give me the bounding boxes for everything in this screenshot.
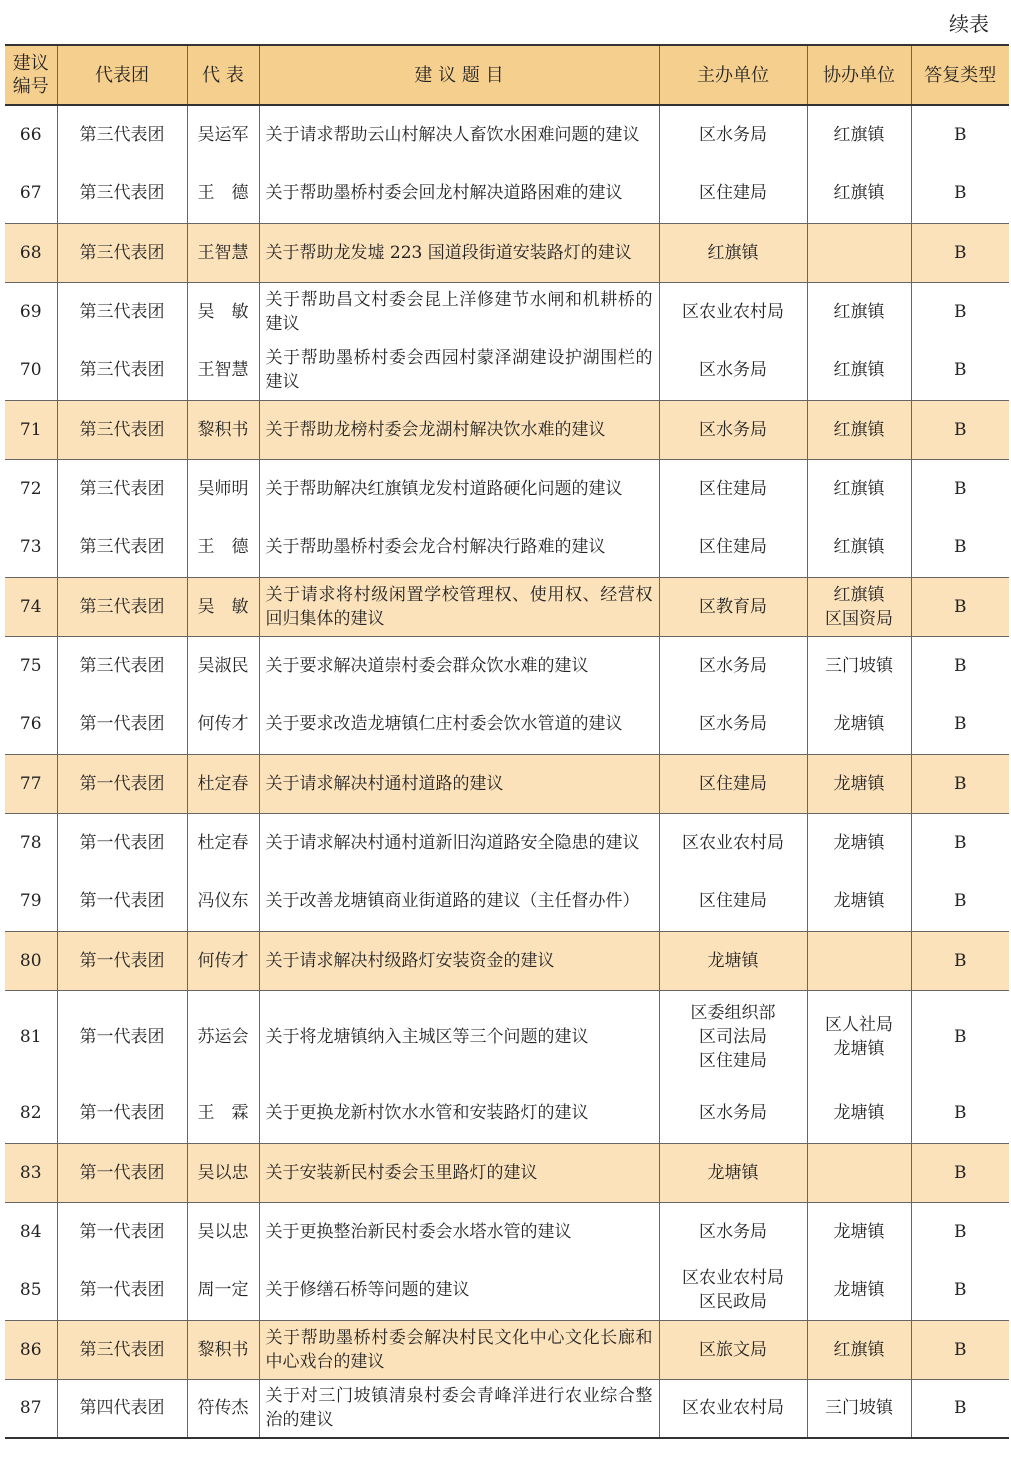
- reply-type: B: [911, 1261, 1009, 1320]
- suggestions-table: [5, 44, 1009, 1439]
- deputy-name: 王智慧: [187, 223, 259, 282]
- co-unit: 三门坡镇: [807, 1379, 911, 1438]
- deputy-name: 何传才: [187, 931, 259, 990]
- deputy-name: 周一定: [187, 1261, 259, 1320]
- table-row: [5, 1320, 1009, 1379]
- reply-type: B: [911, 1143, 1009, 1202]
- row-number: 74: [5, 577, 57, 636]
- co-unit: 红旗镇 区国资局: [807, 577, 911, 636]
- deputy-name: 吴以忠: [187, 1143, 259, 1202]
- deputy-name: 苏运会: [187, 990, 259, 1084]
- row-number: 75: [19, 655, 42, 676]
- table-row: [5, 1084, 1009, 1143]
- table-row: [5, 400, 1009, 459]
- table-row: [5, 1202, 1009, 1261]
- reply-type: B: [911, 1320, 1009, 1379]
- suggestion-title: 关于帮助墨桥村委会龙合村解决行路难的建议: [259, 518, 659, 577]
- table-row: [5, 223, 1009, 282]
- delegation-name: 第三代表团: [57, 223, 187, 282]
- co-unit: [807, 223, 911, 282]
- row-number: 66: [19, 125, 42, 145]
- co-unit: 红旗镇: [807, 164, 911, 223]
- table-row: [5, 754, 1009, 813]
- suggestion-title: 关于改善龙塘镇商业街道路的建议（主任督办件）: [259, 872, 659, 931]
- col-title-header: 建 议 题 目: [259, 45, 659, 105]
- host-unit: 区水务局: [659, 1202, 807, 1261]
- delegation-name: 第一代表团: [57, 813, 187, 872]
- deputy-name: 王 霖: [187, 1084, 259, 1143]
- row-number: 70: [5, 341, 57, 400]
- table-row: [5, 931, 1009, 990]
- reply-type: B: [911, 931, 1009, 990]
- host-unit: 区住建局: [659, 754, 807, 813]
- deputy-name: 吴 敏: [187, 282, 259, 341]
- suggestion-title: 关于请求将村级闲置学校管理权、使用权、经营权回归集体的建议: [259, 577, 659, 636]
- table-row: [5, 636, 1009, 695]
- row-number: 84: [19, 1221, 42, 1242]
- row-number: 83: [5, 1143, 57, 1202]
- reply-type: B: [911, 518, 1009, 577]
- row-number: 87: [5, 1379, 57, 1438]
- deputy-name: 王 德: [187, 518, 259, 577]
- delegation-name: 第一代表团: [57, 872, 187, 931]
- host-unit: 区住建局: [659, 164, 807, 223]
- suggestion-title: 关于请求解决村级路灯安装资金的建议: [259, 931, 659, 990]
- suggestion-title: 关于将龙塘镇纳入主城区等三个问题的建议: [259, 990, 659, 1084]
- reply-type: B: [911, 577, 1009, 636]
- reply-type: B: [911, 1202, 1009, 1261]
- suggestion-title: 关于请求解决村通村道路的建议: [259, 754, 659, 813]
- suggestion-title: 关于帮助解决红旗镇龙发村道路硬化问题的建议: [259, 459, 659, 518]
- row-number: 86: [5, 1320, 57, 1379]
- table-row: [5, 282, 1009, 341]
- table-row: [5, 459, 1009, 518]
- co-unit: 龙塘镇: [807, 1202, 911, 1261]
- row-number: 79: [5, 872, 57, 931]
- reply-type: B: [911, 459, 1009, 518]
- co-unit: 区人社局 龙塘镇: [807, 990, 911, 1084]
- host-unit: 区水务局: [659, 341, 807, 400]
- delegation-name: 第三代表团: [57, 400, 187, 459]
- delegation-name: 第三代表团: [57, 341, 187, 400]
- co-unit: 红旗镇: [807, 341, 911, 400]
- table-row: [5, 577, 1009, 636]
- suggestion-title: 关于帮助龙榜村委会龙湖村解决饮水难的建议: [259, 400, 659, 459]
- deputy-name: 杜定春: [187, 754, 259, 813]
- co-unit: 红旗镇: [807, 400, 911, 459]
- table-row: [5, 164, 1009, 223]
- host-unit: 区水务局: [659, 636, 807, 695]
- delegation-name: 第四代表团: [57, 1379, 187, 1438]
- host-unit: 区农业农村局 区民政局: [659, 1261, 807, 1320]
- reply-type: B: [911, 282, 1009, 341]
- delegation-name: 第一代表团: [57, 1261, 187, 1320]
- co-unit: 龙塘镇: [807, 872, 911, 931]
- delegation-name: 第三代表团: [57, 518, 187, 577]
- co-unit: 龙塘镇: [807, 695, 911, 754]
- delegation-name: 第一代表团: [57, 990, 187, 1084]
- deputy-name: 黎积书: [187, 400, 259, 459]
- reply-type: B: [911, 990, 1009, 1084]
- row-number: 73: [5, 518, 57, 577]
- host-unit: 区水务局: [659, 105, 807, 164]
- host-unit: 区农业农村局: [659, 1379, 807, 1438]
- host-unit: 区旅文局: [659, 1320, 807, 1379]
- host-unit: 区农业农村局: [659, 813, 807, 872]
- deputy-name: 吴淑民: [187, 636, 259, 695]
- suggestion-title: 关于请求帮助云山村解决人畜饮水困难问题的建议: [259, 105, 659, 164]
- host-unit: 区水务局: [659, 695, 807, 754]
- suggestion-title: 关于帮助龙发墟 223 国道段街道安装路灯的建议: [259, 223, 659, 282]
- row-number: 80: [5, 931, 57, 990]
- host-unit: 红旗镇: [659, 223, 807, 282]
- suggestion-title: 关于帮助墨桥村委会回龙村解决道路困难的建议: [259, 164, 659, 223]
- row-number: 69: [19, 301, 42, 322]
- delegation-name: 第三代表团: [57, 1320, 187, 1379]
- col-reply-type-header: 答复类型: [911, 45, 1009, 105]
- delegation-name: 第三代表团: [57, 459, 187, 518]
- table-row: [5, 1261, 1009, 1320]
- row-number: 68: [5, 223, 57, 282]
- deputy-name: 吴以忠: [187, 1202, 259, 1261]
- delegation-name: 第一代表团: [57, 695, 187, 754]
- col-host-unit-header: 主办单位: [659, 45, 807, 105]
- table-row: [5, 1379, 1009, 1438]
- row-number: 78: [19, 832, 42, 853]
- host-unit: 区委组织部 区司法局 区住建局: [659, 990, 807, 1084]
- host-unit: 区教育局: [659, 577, 807, 636]
- row-number: 72: [19, 478, 42, 499]
- reply-type: B: [911, 695, 1009, 754]
- reply-type: B: [911, 636, 1009, 695]
- table-row: [5, 518, 1009, 577]
- deputy-name: 王智慧: [187, 341, 259, 400]
- co-unit: 龙塘镇: [807, 1084, 911, 1143]
- co-unit: 红旗镇: [807, 459, 911, 518]
- reply-type: B: [911, 223, 1009, 282]
- delegation-name: 第一代表团: [57, 754, 187, 813]
- suggestion-title: 关于请求解决村通村道新旧沟道路安全隐患的建议: [259, 813, 659, 872]
- table-body: [5, 105, 1009, 1438]
- reply-type: B: [911, 1379, 1009, 1438]
- suggestion-title: 关于修缮石桥等问题的建议: [259, 1261, 659, 1320]
- row-number: 81: [19, 1027, 42, 1048]
- table-row: [5, 695, 1009, 754]
- reply-type: B: [911, 872, 1009, 931]
- host-unit: 龙塘镇: [659, 1143, 807, 1202]
- host-unit: 龙塘镇: [659, 931, 807, 990]
- col-co-unit-header: 协办单位: [807, 45, 911, 105]
- deputy-name: 何传才: [187, 695, 259, 754]
- suggestion-title: 关于帮助墨桥村委会西园村蒙泽湖建设护湖围栏的建议: [259, 341, 659, 400]
- suggestion-title: 关于要求解决道崇村委会群众饮水难的建议: [259, 636, 659, 695]
- suggestion-title: 关于对三门坡镇清泉村委会青峰洋进行农业综合整治的建议: [259, 1379, 659, 1438]
- row-number: 76: [5, 695, 57, 754]
- row-number: 82: [5, 1084, 57, 1143]
- host-unit: 区住建局: [659, 459, 807, 518]
- co-unit: 三门坡镇: [807, 636, 911, 695]
- reply-type: B: [911, 754, 1009, 813]
- deputy-name: 冯仪东: [187, 872, 259, 931]
- suggestion-title: 关于更换整治新民村委会水塔水管的建议: [259, 1202, 659, 1261]
- continued-label: 续表: [949, 12, 989, 36]
- co-unit: 红旗镇: [807, 105, 911, 164]
- col-delegation-header: 代表团: [57, 45, 187, 105]
- suggestion-title: 关于要求改造龙塘镇仁庄村委会饮水管道的建议: [259, 695, 659, 754]
- row-number: 71: [5, 400, 57, 459]
- suggestion-title: 关于更换龙新村饮水水管和安装路灯的建议: [259, 1084, 659, 1143]
- suggestion-title: 关于帮助昌文村委会昆上洋修建节水闸和机耕桥的建议: [259, 282, 659, 341]
- delegation-name: 第一代表团: [57, 931, 187, 990]
- host-unit: 区水务局: [659, 1084, 807, 1143]
- col-deputy-header: 代 表: [187, 45, 259, 105]
- suggestion-title: 关于帮助墨桥村委会解决村民文化中心文化长廊和中心戏台的建议: [259, 1320, 659, 1379]
- reply-type: B: [911, 400, 1009, 459]
- co-unit: [807, 1143, 911, 1202]
- row-number: 85: [5, 1261, 57, 1320]
- co-unit: 龙塘镇: [807, 1261, 911, 1320]
- reply-type: B: [911, 813, 1009, 872]
- co-unit: 红旗镇: [807, 518, 911, 577]
- suggestion-title: 关于安装新民村委会玉里路灯的建议: [259, 1143, 659, 1202]
- reply-type: B: [911, 164, 1009, 223]
- co-unit: 龙塘镇: [807, 754, 911, 813]
- delegation-name: 第三代表团: [57, 282, 187, 341]
- host-unit: 区住建局: [659, 872, 807, 931]
- host-unit: 区农业农村局: [659, 282, 807, 341]
- delegation-name: 第三代表团: [57, 164, 187, 223]
- co-unit: 红旗镇: [807, 1320, 911, 1379]
- reply-type: B: [911, 105, 1009, 164]
- co-unit: 红旗镇: [807, 282, 911, 341]
- row-number: 67: [5, 164, 57, 223]
- co-unit: [807, 931, 911, 990]
- deputy-name: 吴师明: [187, 459, 259, 518]
- table-row: [5, 105, 1009, 164]
- delegation-name: 第一代表团: [57, 1084, 187, 1143]
- host-unit: 区住建局: [659, 518, 807, 577]
- delegation-name: 第三代表团: [57, 105, 187, 164]
- table-row: [5, 1143, 1009, 1202]
- deputy-name: 符传杰: [187, 1379, 259, 1438]
- row-number: 77: [5, 754, 57, 813]
- table-row: [5, 813, 1009, 872]
- col-number-header: 建议 编号: [5, 45, 57, 105]
- reply-type: B: [911, 1084, 1009, 1143]
- table-row: [5, 341, 1009, 400]
- deputy-name: 黎积书: [187, 1320, 259, 1379]
- deputy-name: 王 德: [187, 164, 259, 223]
- deputy-name: 杜定春: [187, 813, 259, 872]
- delegation-name: 第一代表团: [57, 1143, 187, 1202]
- delegation-name: 第三代表团: [57, 577, 187, 636]
- delegation-name: 第三代表团: [57, 636, 187, 695]
- table-row: [5, 872, 1009, 931]
- reply-type: B: [911, 341, 1009, 400]
- deputy-name: 吴 敏: [187, 577, 259, 636]
- delegation-name: 第一代表团: [57, 1202, 187, 1261]
- deputy-name: 吴运军: [187, 105, 259, 164]
- host-unit: 区水务局: [659, 400, 807, 459]
- table-header: [5, 45, 1009, 105]
- table-row: [5, 990, 1009, 1084]
- co-unit: 龙塘镇: [807, 813, 911, 872]
